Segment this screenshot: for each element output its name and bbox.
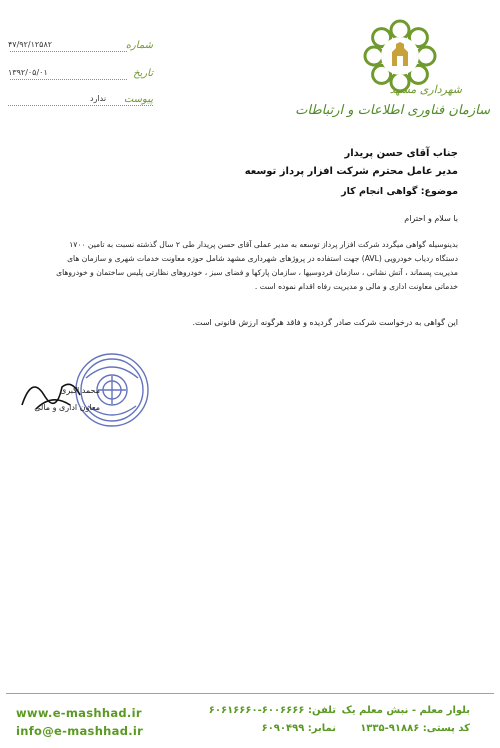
attachment-label: پیوست xyxy=(123,94,153,105)
footer-website: www.e-mashhad.ir xyxy=(16,706,142,720)
number-row xyxy=(8,40,153,54)
number-label: شماره xyxy=(125,40,153,51)
attachment-row xyxy=(8,94,153,108)
footer-divider xyxy=(6,693,494,694)
footer-postal-code: کد پستی: ۹۱۸۸۶-۱۳۳۵ xyxy=(360,723,470,734)
logo-city-name: شهرداری مشهد xyxy=(389,83,462,96)
date-row xyxy=(8,68,153,82)
number-dotted-line xyxy=(10,51,127,52)
signer-title: معاون اداری و مالی xyxy=(34,403,100,412)
date-value: ۱۳۹۲/۰۵/۰۱ xyxy=(8,68,48,77)
footer-phone: تلفن: ۶۰۰۶۶۶۶-۶۰۶۱۶۶۶۰ xyxy=(208,705,336,716)
greeting: با سلام و احترام xyxy=(404,214,458,223)
date-dotted-line xyxy=(10,79,127,80)
number-value: ۴۷/۹۲/۱۲۵۸۲ xyxy=(8,40,53,49)
footer-address: بلوار معلم - نبش معلم یک xyxy=(341,705,470,716)
attachment-value: ندارد xyxy=(90,94,107,103)
attachment-dotted-line xyxy=(8,105,153,106)
footer-email: info@e-mashhad.ir xyxy=(16,724,144,738)
addressee-position: مدیر عامل محترم شرکت افزار پرداز توسعه xyxy=(244,166,458,177)
body-paragraph: بدینوسیله گواهی میگردد شرکت افزار پرداز توسعه به مدیر عملی آقای حسن پریدار طی ۲ سال گذشته نسبت به تامین ۱۷۰۰ دستگاه ردیاب خودرویی (AVL) جهت استفاده در پروژهای شهرداری مشهد شامل حوزه معاونت خدمات شهری و سازمان های مدیریت پسماند ، آتش نشانی ، سازمان فردوسیها ، سازمان پارکها و فضای سبز ، خودروهای نظارتی پلیس ساختمان و خودروهای خدماتی معاونت اداری و مالی و مدیریت رفاه اقدام نموده است . xyxy=(56,240,458,291)
addressee-name: جناب آقای حسن پریدار xyxy=(344,148,458,159)
footer-fax: نمابر: ۶۰۹۰۴۹۹ xyxy=(261,723,336,734)
logo-org-name: سازمان فناوری اطلاعات و ارتباطات xyxy=(295,103,490,118)
date-label: تاریخ xyxy=(133,68,153,79)
signer-name: محمد اکبری xyxy=(60,386,100,395)
letter-subject: موضوع: گواهی انجام کار xyxy=(341,186,458,197)
closing-sentence: این گواهی به درخواست شرکت صادر گردیده و فاقد هرگونه ارزش قانونی است. xyxy=(192,318,458,327)
